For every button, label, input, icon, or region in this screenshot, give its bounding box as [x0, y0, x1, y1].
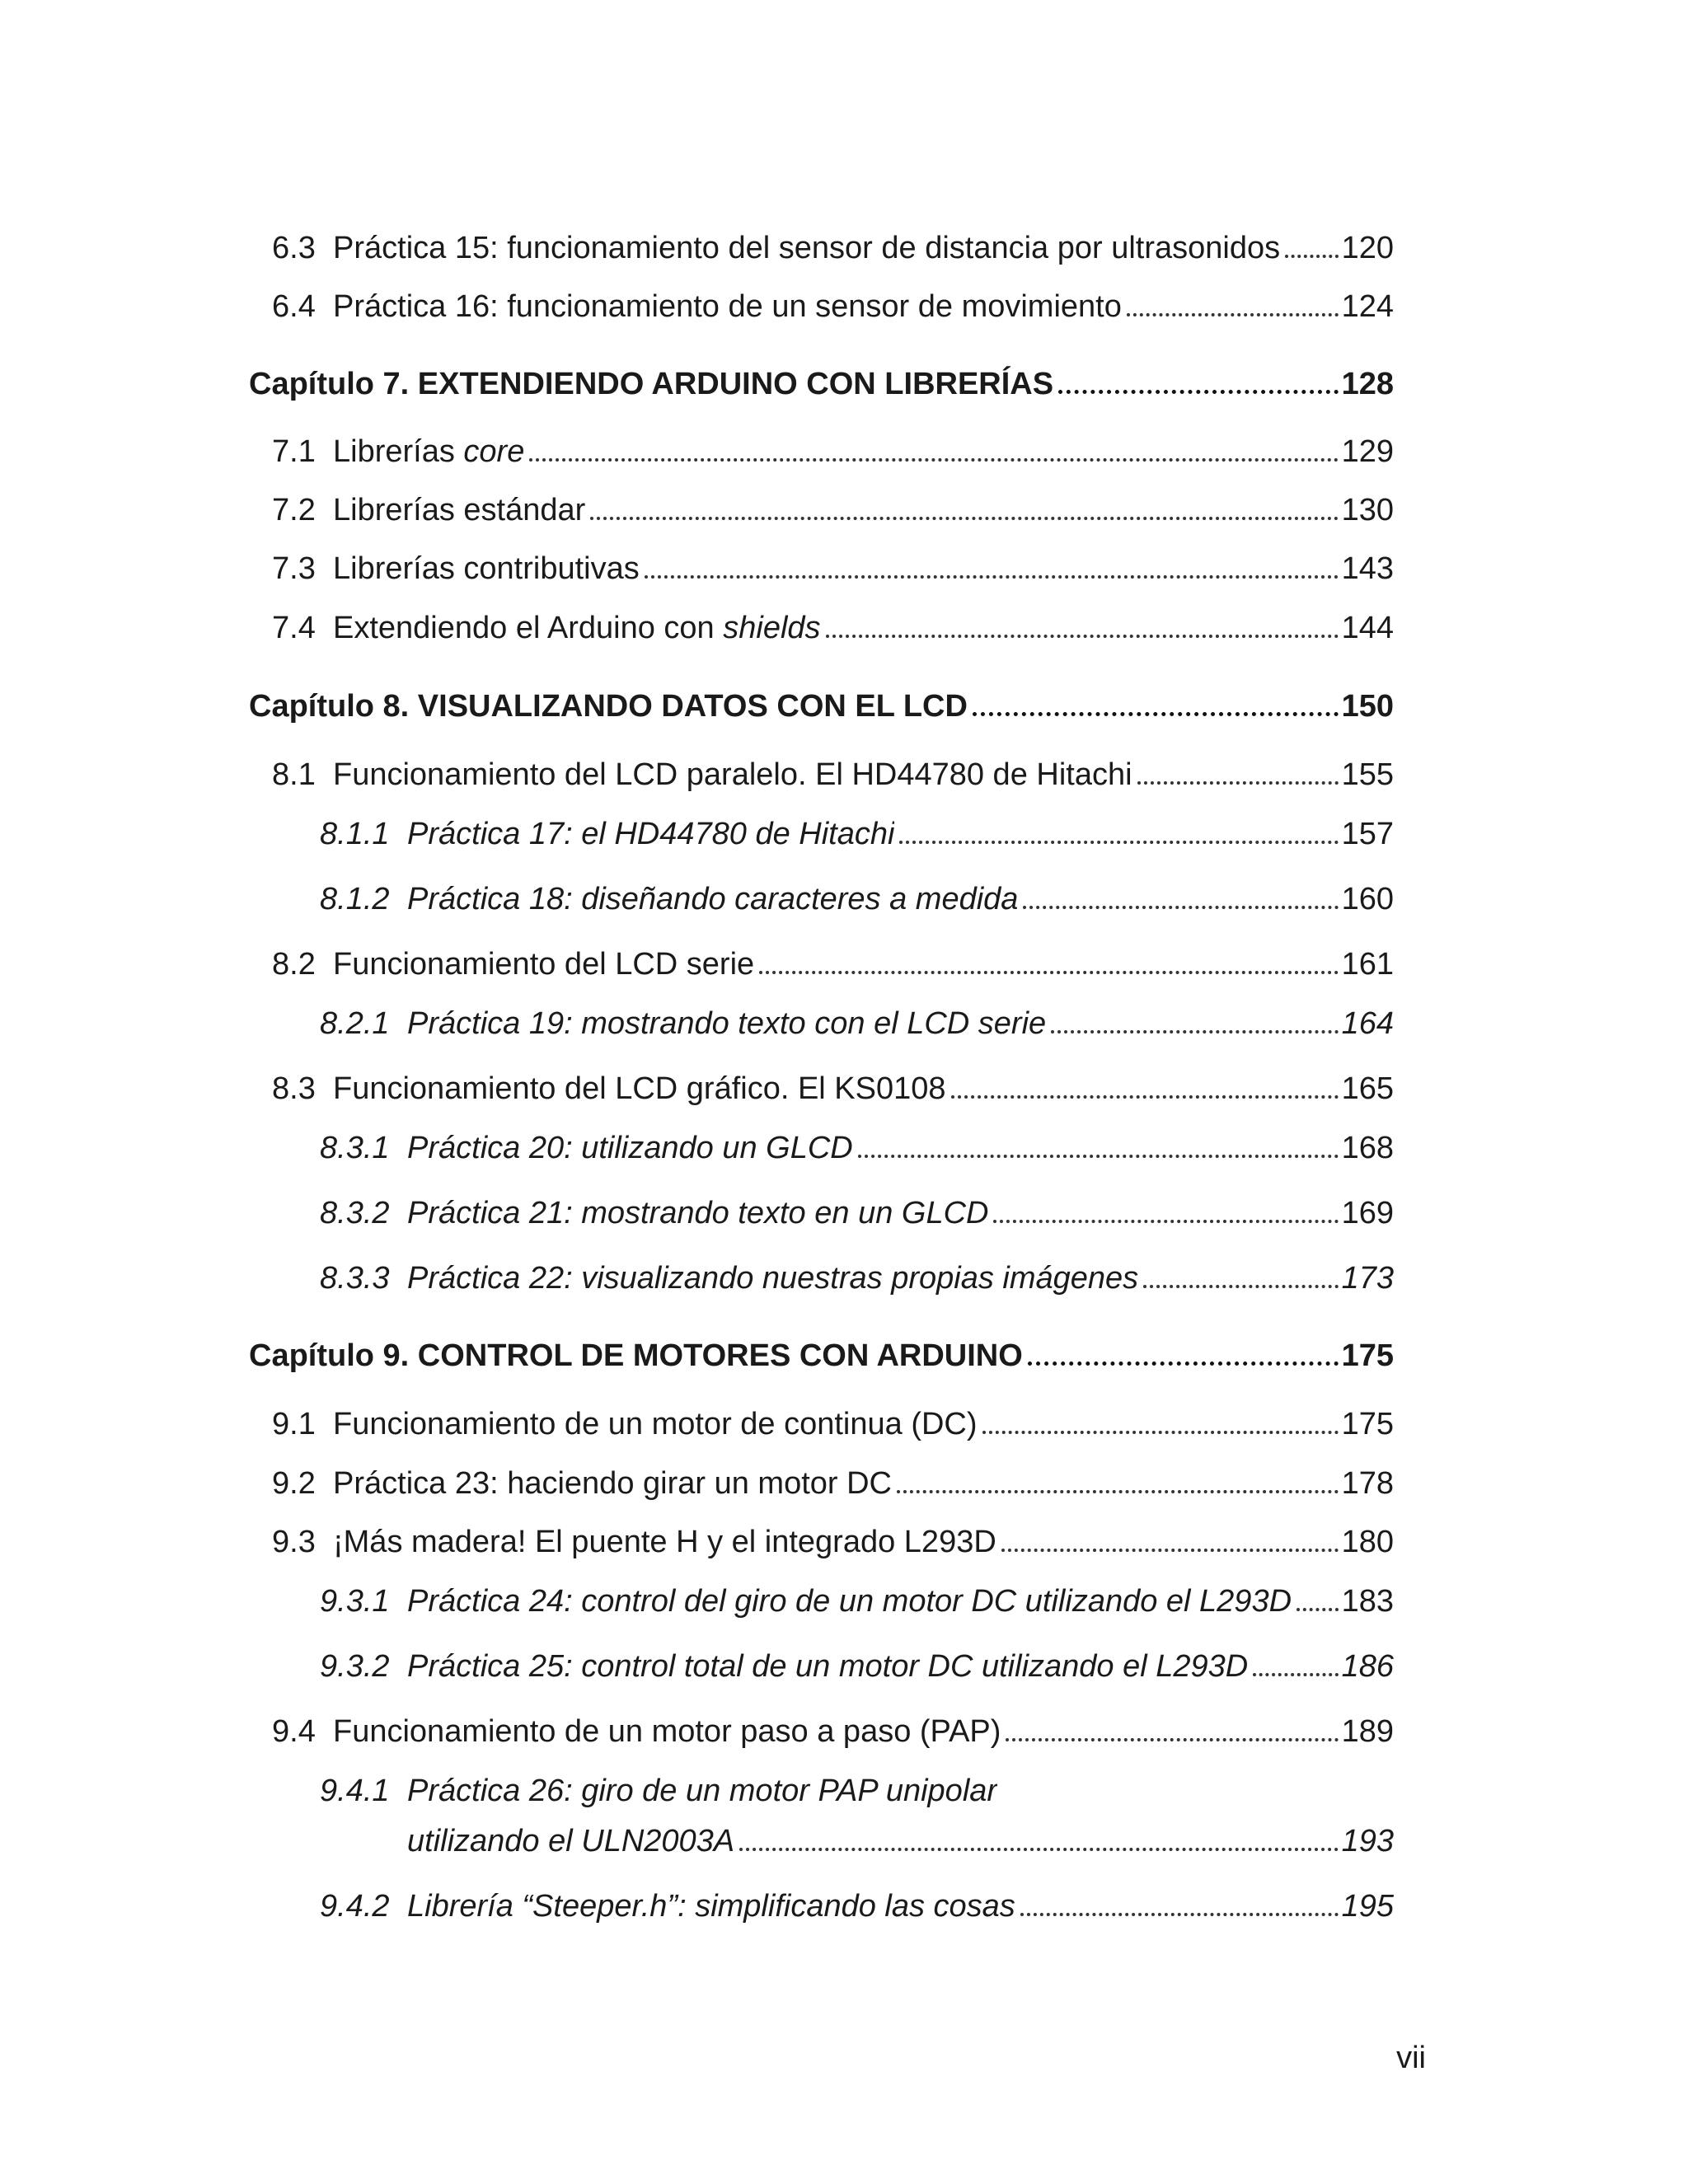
dot-leader	[1296, 1608, 1339, 1611]
section-number: 7.2	[272, 493, 316, 527]
page-ref: 120	[1341, 231, 1394, 265]
dot-leader	[1051, 1030, 1338, 1033]
dot-leader	[1058, 390, 1339, 394]
toc-entry-8-3-2[interactable]	[320, 1194, 1394, 1232]
page-ref: 168	[1341, 1131, 1394, 1165]
subsection-title: Práctica 25: control total de un motor DC utilizando el L293D	[407, 1649, 1249, 1684]
page-ref: 160	[1341, 882, 1394, 916]
toc-entry-9-3[interactable]	[272, 1523, 1394, 1561]
toc-entry-8-3-3[interactable]	[320, 1259, 1394, 1297]
page-ref: 130	[1341, 493, 1394, 527]
page-ref: 183	[1341, 1584, 1394, 1619]
section-title: Funcionamiento del LCD serie	[333, 947, 755, 982]
dot-leader	[1143, 1285, 1338, 1288]
dot-leader	[899, 841, 1338, 844]
dot-leader	[826, 635, 1339, 638]
subsection-title: Práctica 17: el HD44780 de Hitachi	[407, 817, 895, 851]
section-number: 6.4	[272, 289, 316, 324]
dot-leader	[1020, 1913, 1339, 1916]
toc-entry-9-3-1[interactable]	[320, 1582, 1394, 1620]
section-title: Funcionamiento de un motor de continua (DC)	[333, 1407, 978, 1441]
subsection-number: 8.3.1	[320, 1131, 390, 1165]
dot-leader	[973, 712, 1339, 716]
toc-entry-8-1-2[interactable]	[320, 880, 1394, 918]
subsection-title: Práctica 19: mostrando texto con el LCD serie	[407, 1006, 1047, 1041]
page-ref: 144	[1341, 611, 1394, 645]
section-title: Práctica 23: haciendo girar un motor DC	[333, 1466, 892, 1501]
section-title: Librerías core	[333, 434, 525, 469]
page-ref: 150	[1341, 689, 1394, 724]
dot-leader	[1028, 1361, 1339, 1366]
subsection-number: 9.4.2	[320, 1889, 390, 1924]
section-number: 9.2	[272, 1466, 316, 1501]
section-number: 8.3	[272, 1071, 316, 1106]
toc-entry-7-2[interactable]	[272, 491, 1394, 529]
subsection-number: 8.1.1	[320, 817, 390, 851]
page-ref: 195	[1341, 1889, 1394, 1924]
page-ref: 178	[1341, 1466, 1394, 1501]
dot-leader	[1006, 1738, 1338, 1741]
section-title: ¡Más madera! El puente H y el integrado L293D	[333, 1525, 996, 1559]
subsection-title: Librería “Steeper.h”: simplificando las cosas	[407, 1889, 1015, 1924]
section-number: 7.1	[272, 434, 316, 469]
chapter-title: Capítulo 8. VISUALIZANDO DATOS CON EL LCD	[249, 689, 968, 724]
dot-leader	[590, 517, 1338, 520]
subsection-title: Práctica 20: utilizando un GLCD	[407, 1131, 853, 1165]
toc-chapter-9[interactable]	[249, 1337, 1394, 1375]
toc-entry-8-3-1[interactable]	[320, 1129, 1394, 1167]
page-ref: 186	[1341, 1649, 1394, 1684]
section-number: 7.4	[272, 611, 316, 645]
chapter-title: Capítulo 9. CONTROL DE MOTORES CON ARDUINO	[249, 1338, 1023, 1373]
page-ref: 157	[1341, 817, 1394, 851]
chapter-title: Capítulo 7. EXTENDIENDO ARDUINO CON LIBRERÍAS	[249, 367, 1054, 401]
section-number: 9.4	[272, 1714, 316, 1749]
toc-entry-9-2[interactable]	[272, 1465, 1394, 1502]
page-ref: 173	[1341, 1261, 1394, 1296]
toc-entry-8-2-1[interactable]	[320, 1005, 1394, 1043]
dot-leader	[1285, 255, 1338, 258]
dot-leader	[897, 1490, 1339, 1493]
page-ref: 165	[1341, 1071, 1394, 1106]
toc-entry-9-4[interactable]	[272, 1713, 1394, 1750]
dot-leader	[529, 458, 1338, 462]
subsection-title: Práctica 21: mostrando texto en un GLCD	[407, 1196, 989, 1230]
subsection-title-line1: Práctica 26: giro de un motor PAP unipolar	[407, 1774, 998, 1808]
section-number: 8.1	[272, 757, 316, 792]
page-number: vii	[1396, 2041, 1426, 2075]
subsection-number: 8.2.1	[320, 1006, 390, 1041]
section-title: Práctica 16: funcionamiento de un sensor de movimiento	[333, 289, 1122, 324]
subsection-number: 8.3.2	[320, 1196, 390, 1230]
section-number: 6.3	[272, 231, 316, 265]
toc-entry-6-4[interactable]	[272, 288, 1394, 326]
subsection-number: 9.4.1	[320, 1774, 390, 1808]
subsection-title: Práctica 22: visualizando nuestras propias imágenes	[407, 1261, 1139, 1296]
dot-leader	[1137, 781, 1339, 785]
subsection-number: 9.3.2	[320, 1649, 390, 1684]
section-number: 9.1	[272, 1407, 316, 1441]
toc-entry-9-1[interactable]	[272, 1405, 1394, 1443]
toc-entry-8-3[interactable]	[272, 1070, 1394, 1108]
page-ref: 193	[1341, 1824, 1394, 1858]
subsection-number: 9.3.1	[320, 1584, 390, 1619]
section-title: Librerías estándar	[333, 493, 586, 527]
toc-entry-9-4-2[interactable]	[320, 1887, 1394, 1925]
dot-leader	[858, 1155, 1339, 1158]
subsection-title-line2: utilizando el ULN2003A	[407, 1824, 735, 1858]
toc-chapter-8[interactable]	[249, 687, 1394, 725]
dot-leader	[1127, 313, 1339, 316]
toc-entry-7-3[interactable]	[272, 550, 1394, 588]
subsection-number: 8.1.2	[320, 882, 390, 916]
subsection-title: Práctica 18: diseñando caracteres a medida	[407, 882, 1019, 916]
section-title: Funcionamiento del LCD gráfico. El KS0108	[333, 1071, 946, 1106]
toc-entry-7-4[interactable]	[272, 609, 1394, 647]
page-ref: 175	[1341, 1338, 1394, 1373]
dot-leader	[982, 1431, 1339, 1434]
section-title: Funcionamiento de un motor paso a paso (PAP)	[333, 1714, 1001, 1749]
dot-leader	[1001, 1549, 1339, 1552]
dot-leader	[1253, 1673, 1338, 1676]
section-number: 7.3	[272, 551, 316, 586]
page-ref: 164	[1341, 1006, 1394, 1041]
section-title: Librerías contributivas	[333, 551, 640, 586]
page-ref: 129	[1341, 434, 1394, 469]
section-number: 8.2	[272, 947, 316, 982]
dot-leader	[739, 1848, 1338, 1851]
section-title: Práctica 15: funcionamiento del sensor de distancia por ultrasonidos	[333, 231, 1281, 265]
page-ref: 189	[1341, 1714, 1394, 1749]
toc-entry-6-3[interactable]	[272, 229, 1394, 267]
page-ref: 175	[1341, 1407, 1394, 1441]
dot-leader	[993, 1220, 1338, 1223]
toc-entry-7-1[interactable]	[272, 433, 1394, 471]
toc-entry-8-1[interactable]	[272, 756, 1394, 794]
page-ref: 180	[1341, 1525, 1394, 1559]
page-ref: 124	[1341, 289, 1394, 324]
dot-leader	[645, 575, 1339, 579]
toc-chapter-7[interactable]	[249, 365, 1394, 403]
subsection-title: Práctica 24: control del giro de un motor DC utilizando el L293D	[407, 1584, 1292, 1619]
page-ref: 155	[1341, 757, 1394, 792]
section-number: 9.3	[272, 1525, 316, 1559]
page-ref: 169	[1341, 1196, 1394, 1230]
subsection-number: 8.3.3	[320, 1261, 390, 1296]
toc-entry-9-4-1[interactable]	[407, 1822, 1394, 1860]
page-ref: 161	[1341, 947, 1394, 982]
dot-leader	[1023, 906, 1338, 909]
page-ref: 143	[1341, 551, 1394, 586]
section-title: Extendiendo el Arduino con shields	[333, 611, 821, 645]
dot-leader	[759, 971, 1338, 974]
toc-entry-8-1-1[interactable]	[320, 815, 1394, 853]
page-ref: 128	[1341, 367, 1394, 401]
section-title: Funcionamiento del LCD paralelo. El HD44780 de Hitachi	[333, 757, 1132, 792]
toc-entry-9-3-2[interactable]	[320, 1647, 1394, 1685]
toc-entry-9-4-1-line1[interactable]	[320, 1772, 997, 1810]
dot-leader	[951, 1095, 1339, 1099]
toc-entry-8-2[interactable]	[272, 945, 1394, 983]
